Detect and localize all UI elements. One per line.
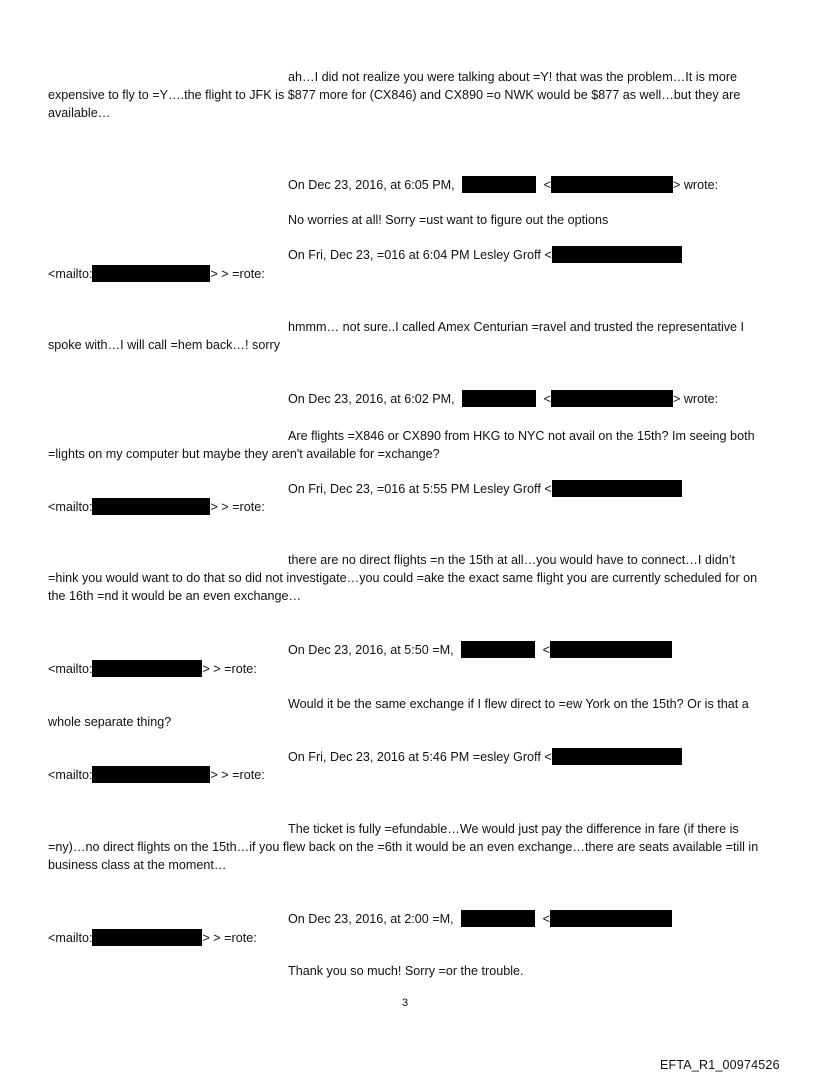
reply-header-wrote: > > =rote: xyxy=(202,662,257,676)
reply-header-date: On Fri, Dec 23, =016 at 5:55 PM Lesley Groff < xyxy=(288,482,552,496)
redaction-box xyxy=(550,910,672,927)
redaction-box xyxy=(550,641,672,658)
reply-header-wrote: > > =rote: xyxy=(210,267,265,281)
redaction-box xyxy=(92,265,210,282)
reply-header xyxy=(288,480,682,498)
angle-bracket: < xyxy=(543,392,551,406)
redaction-box xyxy=(462,176,536,193)
redaction-box xyxy=(551,390,673,407)
mailto-label: <mailto: xyxy=(48,768,93,782)
mailto-label: <mailto: xyxy=(48,662,93,676)
mailto-line xyxy=(48,498,265,516)
mailto-line xyxy=(48,265,265,283)
mailto-label: <mailto: xyxy=(48,267,93,281)
redaction-box xyxy=(551,176,673,193)
message-paragraph: there are no direct flights =n the 15th at all…you would have to connect…I didn’t =hink you would want to do that so did not investigate…you could =ake the exact same flight you are currently scheduled for on the 16th =nd it would be an even exchange… xyxy=(48,553,758,603)
reply-header-wrote: > wrote: xyxy=(672,178,719,192)
reply-header-date: On Fri, Dec 23, 2016 at 5:46 PM =esley Groff < xyxy=(288,750,552,764)
redaction-box xyxy=(461,641,535,658)
angle-bracket: < xyxy=(542,912,550,926)
reply-header xyxy=(288,390,718,408)
bates-number: EFTA_R1_00974526 xyxy=(660,1058,780,1072)
mailto-line xyxy=(48,929,257,947)
mailto-label: <mailto: xyxy=(48,931,93,945)
redaction-box xyxy=(552,246,682,263)
reply-header-date: On Dec 23, 2016, at 2:00 =M, xyxy=(288,912,454,926)
redaction-box xyxy=(92,660,202,677)
message-paragraph: hmmm… not sure..I called Amex Centurian =ravel and trusted the representative I spoke with…I will call =hem back…! sorry xyxy=(48,320,745,352)
reply-header-wrote: > wrote: xyxy=(672,392,719,406)
reply-header xyxy=(288,176,718,194)
reply-header-date: On Dec 23, 2016, at 5:50 =M, xyxy=(288,643,454,657)
redaction-box xyxy=(92,498,210,515)
angle-bracket: < xyxy=(543,178,551,192)
redaction-box xyxy=(461,910,535,927)
redaction-box xyxy=(552,480,682,497)
reply-header-wrote: > > =rote: xyxy=(210,768,265,782)
message-paragraph: No worries at all! Sorry =ust want to figure out the options xyxy=(288,213,609,227)
angle-bracket: < xyxy=(542,643,550,657)
message-paragraph: The ticket is fully =efundable…We would just pay the difference in fare (if there is =ny)…no direct flights on the 15th…if you flew back on the =6th it would be an even exchange…there are seats available =till in business class at the moment… xyxy=(48,822,759,872)
reply-header xyxy=(288,748,682,766)
reply-header xyxy=(288,641,672,659)
redaction-box xyxy=(552,748,682,765)
reply-header-date: On Dec 23, 2016, at 6:02 PM, xyxy=(288,392,455,406)
message-paragraph: Are flights =X846 or CX890 from HKG to NYC not avail on the 15th? Im seeing both =lights on my computer but maybe they aren't available for =xchange? xyxy=(48,429,755,461)
reply-header-date: On Fri, Dec 23, =016 at 6:04 PM Lesley Groff < xyxy=(288,248,552,262)
message-paragraph: ah…I did not realize you were talking about =Y! that was the problem…It is more expensive to fly to =Y….the flight to JFK is $877 more for (CX846) and CX890 =o NWK would be $877 as well…but they are available… xyxy=(48,70,741,120)
message-paragraph: Thank you so much! Sorry =or the trouble. xyxy=(288,964,524,978)
mailto-label: <mailto: xyxy=(48,500,93,514)
reply-header-wrote: > > =rote: xyxy=(210,500,265,514)
mailto-line xyxy=(48,660,257,678)
redaction-box xyxy=(92,929,202,946)
reply-header-wrote: > > =rote: xyxy=(202,931,257,945)
reply-header-date: On Dec 23, 2016, at 6:05 PM, xyxy=(288,178,455,192)
redaction-box xyxy=(92,766,210,783)
page-number: 3 xyxy=(402,997,409,1009)
reply-header xyxy=(288,910,672,928)
reply-header xyxy=(288,246,682,264)
message-paragraph: Would it be the same exchange if I flew direct to =ew York on the 15th? Or is that a whole separate thing? xyxy=(48,697,749,729)
redaction-box xyxy=(462,390,536,407)
mailto-line xyxy=(48,766,265,784)
